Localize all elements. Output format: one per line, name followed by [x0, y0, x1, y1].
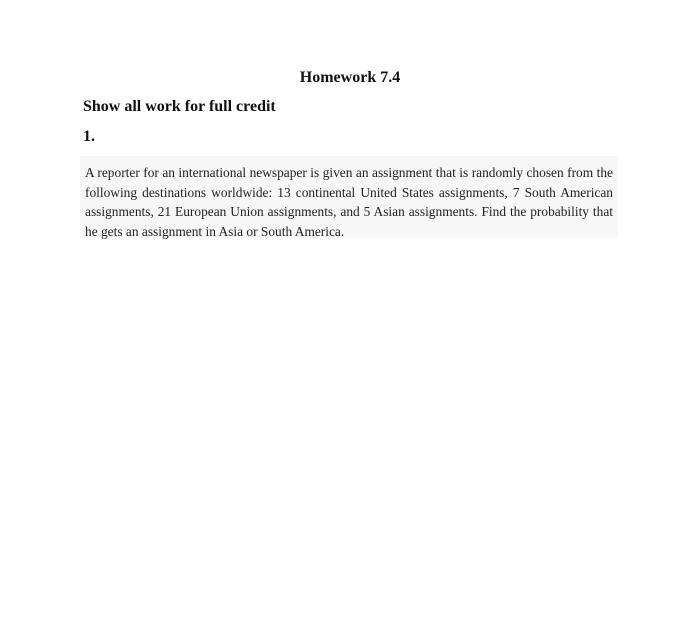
problem-box: [80, 156, 618, 238]
question-number: 1.: [83, 128, 95, 145]
page-title: Homework 7.4: [299, 69, 401, 86]
instruction-text: Show all work for full credit: [83, 98, 276, 115]
problem-text: A reporter for an international newspaper is given an assignment that is randomly chosen from the following destinations worldwide: 13 continental United States assignments, 7 South American assignments, 21 European Union assignments, and 5 Asian assignments. Find the probability that he gets an assignment in Asia or South America.: [85, 165, 613, 239]
